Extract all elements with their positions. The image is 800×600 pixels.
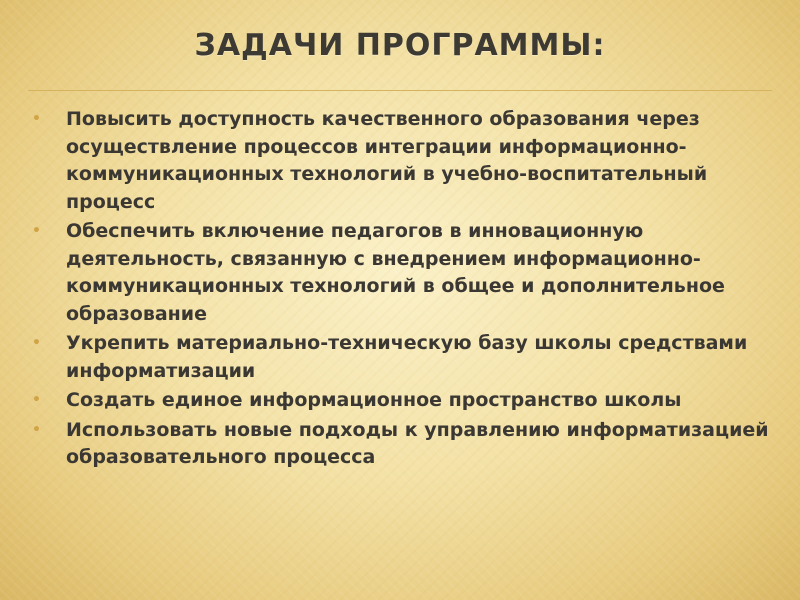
bullet-icon: • — [32, 421, 41, 438]
bullet-text: Укрепить материально-техническую базу школы средствами информатизации — [66, 332, 748, 382]
bullet-item — [30, 417, 772, 472]
bullet-icon: • — [32, 335, 41, 351]
bullet-item — [30, 387, 772, 415]
bullet-list — [30, 106, 772, 474]
title-divider — [28, 90, 772, 91]
bullet-icon: • — [32, 392, 41, 408]
bullet-icon: • — [32, 111, 41, 127]
bullet-text: Повысить доступность качественного образования через осуществление процессов интеграции информационно-коммуникационных технологий в учебно-воспитательный процесс — [66, 108, 708, 213]
bullet-item — [30, 218, 772, 328]
bullet-item — [30, 106, 772, 216]
bullet-text: Обеспечить включение педагогов в инновационную деятельность, связанную с внедрением информационно-коммуникационных технологий в общее и дополнительное образование — [66, 220, 725, 325]
bullet-icon: • — [32, 223, 41, 239]
bullet-item — [30, 330, 772, 385]
slide-title: ЗАДАЧИ ПРОГРАММЫ: — [194, 28, 606, 63]
bullet-text: Создать единое информационное пространство школы — [66, 389, 682, 411]
bullet-text: Использовать новые подходы к управлению информатизацией образовательного процесса — [66, 418, 769, 468]
